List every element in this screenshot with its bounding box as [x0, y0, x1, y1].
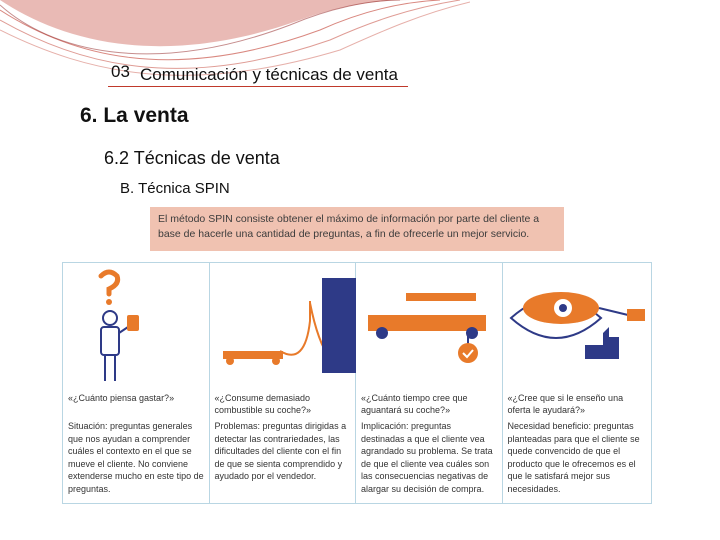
car-icon: [356, 263, 502, 388]
spin-question: «¿Cuánto tiempo cree que aguantará su coche?»: [361, 393, 468, 415]
spin-column-implicacion: [356, 263, 503, 503]
chapter-header: [108, 62, 408, 87]
spin-column-problemas: [210, 263, 357, 503]
spin-description: Implicación: preguntas destinadas a que el cliente vea agrandado su problema. Se trata de que el cliente vea cuáles son las consecuencias negativas de alargar su decisión de compra.: [361, 421, 493, 494]
person-icon: [63, 263, 209, 388]
spin-question: «¿Consume demasiado combustible su coche?»: [214, 393, 312, 415]
spin-description: Situación: preguntas generales que nos ayudan a comprender cuáles el contexto en el que se mueve el cliente. No conviene extenderse mucho en este tipo de preguntas.: [68, 421, 204, 494]
spin-description: Problemas: preguntas dirigidas a detectar las contrariedades, las dificultades del cliente con el fin de que se sienta comprendido y ayudado por el vendedor.: [214, 421, 347, 481]
section-heading: 6. La venta: [80, 104, 189, 127]
subsection-heading: 6.2 Técnicas de venta: [104, 148, 280, 168]
clock-icon: [458, 343, 478, 363]
spin-grid: [62, 262, 652, 504]
spin-question: «¿Cree que si le enseño una oferta le ayudará?»: [507, 393, 624, 415]
spin-column-necesidad: [503, 263, 650, 503]
thumbs-up-icon: [585, 327, 619, 359]
chapter-number: 03: [111, 62, 130, 81]
intro-box: El método SPIN consiste obtener el máximo de información por parte del cliente a base de hacerle una cantidad de preguntas, a fin de ofrecerle un mejor servicio.: [150, 207, 564, 251]
fuel-pump-icon: [210, 263, 356, 388]
spin-column-situacion: [63, 263, 210, 503]
chapter-title: Comunicación y técnicas de venta: [140, 65, 398, 84]
spin-description: Necesidad beneficio: preguntas planteadas para que el cliente se quede convencido de que el producto que le ofrecemos es el que le satisfará mejor sus necesidades.: [507, 421, 640, 494]
topic-heading: B. Técnica SPIN: [120, 180, 230, 197]
eye-icon: [503, 263, 649, 388]
spin-question: «¿Cuánto piensa gastar?»: [68, 393, 175, 403]
